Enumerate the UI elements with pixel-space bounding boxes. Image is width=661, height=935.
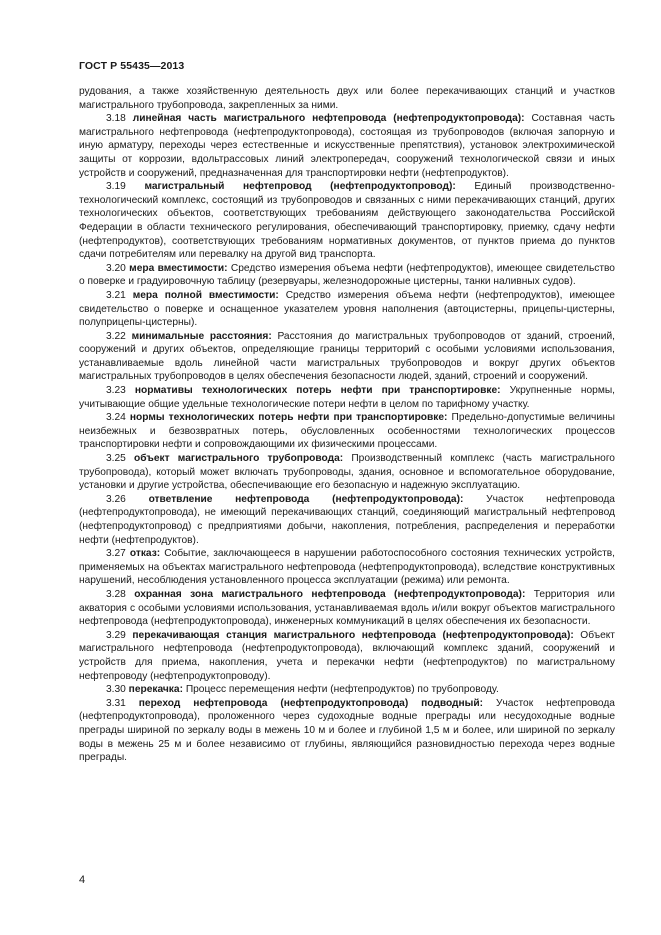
item-term: линейная часть магистрального нефтепровода (нефтепродуктопровода): [132, 113, 525, 125]
document-body [79, 85, 615, 765]
item-term: отказ: [129, 548, 161, 560]
definition-item [79, 384, 615, 411]
item-term: нормативы технологических потерь нефти при транспортировке: [134, 385, 501, 397]
item-number: 3.29 [106, 629, 126, 641]
item-definition: Объект магистрального нефтепровода (нефтепродуктопровода), включающий комплекс зданий, сооружений и устройств для приема, накопления, учета и перекачки нефти (нефтепродуктов) по магистральному нефтепроводу (нефтепродуктопроводу). [79, 629, 615, 682]
item-definition: Составная часть магистрального нефтепровода (нефтепродуктопровода), состоящая из трубопроводов (включая запорную и иную арматуру, переходы через естественные и искусственные препятствия), установок электрохимической защиты от коррозии, вдольтрассовых линий электропередач, сооружений технологической связи и иных устройств и сооружений, предназначенная для транспортировки нефти (нефтепродуктов). [79, 113, 615, 179]
item-definition: Событие, заключающееся в нарушении работоспособного состояния технических устройств, применяемых на объектах магистрального нефтепровода (нефтепродуктопровода), вследствие конструктивных нарушений, несоблюдения установленного процесса эксплуатации (режима) или ремонта. [79, 548, 615, 587]
item-definition: Процесс перемещения нефти (нефтепродуктов) по трубопроводу. [185, 684, 499, 696]
definition-item [79, 588, 615, 629]
definition-item [79, 330, 615, 384]
item-number: 3.21 [106, 289, 126, 301]
item-number: 3.19 [106, 181, 126, 193]
item-term: нормы технологических потерь нефти при транспортировке: [129, 412, 448, 424]
definition-item [79, 180, 615, 262]
item-number: 3.26 [106, 493, 126, 505]
item-definition: Единый производственно-технологический комплекс, состоящий из трубопроводов и связанных с ними перекачивающих станций, других технологических объектов, соответствующих требованиям действующего законодательства Российской Федерации в области технического регулирования, обеспечивающий транспортировку, приемку, сдачу нефти (нефтепродуктов), соответствующих требованиям нормативных документов, от пунктов приема до пунктов сдачи потребителям или перевалку на другой вид транспорта. [79, 181, 615, 261]
page-number: 4 [79, 874, 86, 886]
item-term: объект магистрального трубопровода: [134, 453, 344, 465]
item-definition: Средство измерения объема нефти (нефтепродуктов), имеющее свидетельство о поверке и оснащенное указателем уровня наполнения (автоцистерны, прицепы-цистерны, полуприцепы-цистерны). [79, 289, 615, 329]
item-definition: Укрупненные нормы, учитывающие общие удельные технологические потери нефти в целом по тарифному участку. [79, 385, 615, 410]
item-definition: Участок нефтепровода (нефтепродуктопровода), не имеющий перекачивающих станций, соединяющий магистральный нефтепровод (нефтепродуктопровод) с предприятиями добычи, накопления, потребления, распределения и переработки нефти (нефтепродуктов). [79, 493, 615, 546]
item-definition: Участок нефтепровода (нефтепродуктопровода), проложенного через судоходные водные преграды или несудоходные водные преграды шириной по зеркалу воды в межень 10 м и более и глубиной 1,5 м и более, или шириной по зеркалу воды в межень 25 м и более независимо от глубины, являющийся разновидностью перехода через водные преграды. [79, 697, 615, 764]
definition-item [79, 697, 615, 765]
definition-item [79, 452, 615, 493]
definition-item [79, 683, 615, 697]
definition-item [79, 262, 615, 289]
item-number: 3.18 [106, 113, 126, 125]
document-header: ГОСТ Р 55435—2013 [79, 60, 185, 72]
definition-item [79, 493, 615, 547]
definition-item [79, 112, 615, 180]
definition-item [79, 547, 615, 588]
definition-item [79, 411, 615, 452]
item-term: переход нефтепровода (нефтепродуктопровода) подводный: [138, 697, 484, 709]
item-term: ответвление нефтепровода (нефтепродуктопровода): [148, 493, 464, 505]
definition-item [79, 629, 615, 683]
item-term: охранная зона магистрального нефтепровода (нефтепродуктопровода): [134, 588, 526, 600]
item-term: мера полной вместимости: [132, 289, 279, 301]
item-number: 3.30 [106, 684, 126, 696]
item-definition: Расстояния до магистральных трубопроводов от зданий, строений, сооружений и других объектов, определяющие границы территорий с особыми условиями использования, устанавливаемые вдоль линейной части магистральных трубопроводов и вокруг других объектов магистральных трубопроводов в целях обеспечения безопасности людей, зданий, строений и сооружений. [79, 330, 615, 383]
item-definition: Производственный комплекс (часть магистрального трубопровода), который может включать трубопроводы, здания, основное и вспомогательное оборудование, установки и другие устройства, обеспечивающие его безопасную и надежную эксплуатацию. [79, 453, 615, 492]
definition-item [79, 289, 615, 330]
item-number: 3.22 [106, 330, 126, 342]
item-term: перекачивающая станция магистрального нефтепровода (нефтепродуктопровода): [132, 629, 574, 641]
item-term: перекачка: [128, 684, 183, 696]
definitions-list [79, 112, 615, 765]
item-number: 3.23 [106, 385, 126, 397]
intro-paragraph: рудования, а также хозяйственную деятельность двух или более перекачивающих станций и участков магистрального трубопровода, закрепленных за ними. [79, 86, 615, 111]
item-term: мера вместимости: [129, 262, 228, 274]
item-number: 3.20 [106, 262, 126, 274]
item-term: магистральный нефтепровод (нефтепродуктопровод): [144, 181, 456, 193]
item-number: 3.25 [106, 453, 126, 465]
item-definition: Средство измерения объема нефти (нефтепродуктов), имеющее свидетельство о поверке и градуировочную таблицу (резервуары, железнодорожные цистерны, танки наливных судов). [79, 262, 615, 288]
item-number: 3.28 [106, 588, 126, 600]
item-number: 3.24 [106, 412, 126, 424]
item-definition: Территория или акватория с особыми условиями использования, устанавливаемая вдоль и/или вокруг объектов магистрального нефтепровода (нефтепродуктопровода), инженерных коммуникаций в целях обеспечения их безопасности. [79, 588, 615, 628]
item-term: минимальные расстояния: [131, 330, 272, 342]
item-number: 3.31 [106, 697, 126, 709]
item-definition: Предельно-допустимые величины неизбежных и безвозвратных потерь, обусловленных особенностями технологических процессов транспортировки нефти и сопровождающими их физическими процессами. [79, 412, 615, 451]
item-number: 3.27 [106, 548, 126, 560]
